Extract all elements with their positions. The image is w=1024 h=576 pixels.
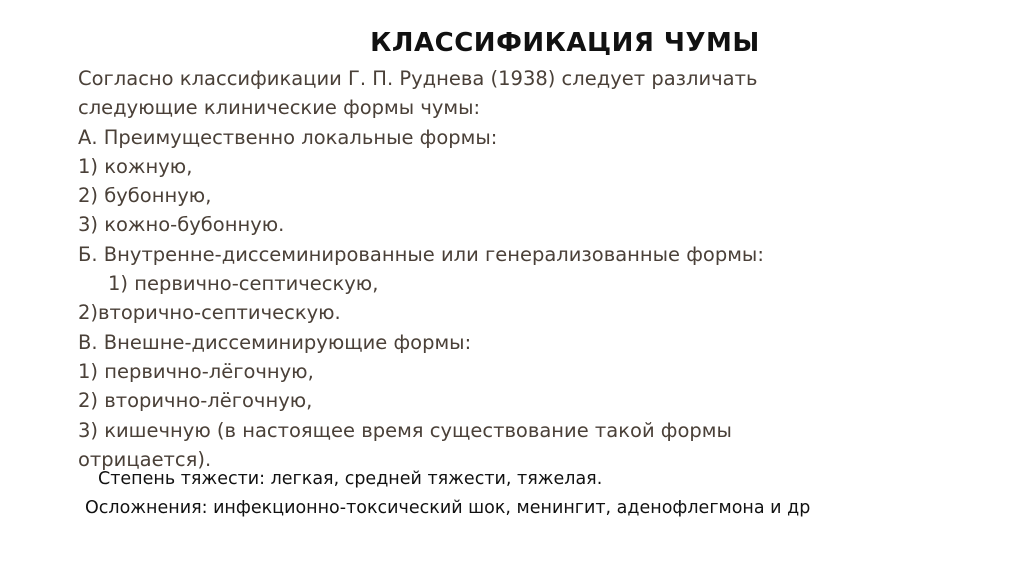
group-a-item-3: 3) кожно-бубонную. <box>78 213 285 237</box>
complications-note: Осложнения: инфекционно-токсический шок, менингит, аденофлегмона и др <box>85 498 811 518</box>
group-a-heading: А. Преимущественно локальные формы: <box>78 125 498 149</box>
group-b-item-2: 2)вторично-септическую. <box>78 301 341 325</box>
intro-line-2: следующие клинические формы чумы: <box>78 96 481 120</box>
group-c-item-3-continued: отрицается). <box>78 447 212 471</box>
group-a-item-2: 2) бубонную, <box>78 184 212 208</box>
slide-title: КЛАССИФИКАЦИЯ ЧУМЫ <box>370 28 760 58</box>
intro-line-1: Согласно классификации Г. П. Руднева (1938) следует различать <box>78 67 758 90</box>
severity-note: Степень тяжести: легкая, средней тяжести, тяжелая. <box>98 469 603 489</box>
group-c-item-3: 3) кишечную (в настоящее время существование такой формы <box>78 418 732 442</box>
footer-notes <box>82 466 962 522</box>
group-b-item-1: 1) первично-септическую, <box>108 272 379 296</box>
group-b-heading: Б. Внутренне-диссеминированные или генерализованные формы: <box>78 242 764 266</box>
classification-text <box>78 64 958 474</box>
group-c-item-1: 1) первично-лёгочную, <box>78 359 314 383</box>
group-c-heading: В. Внешне-диссеминирующие формы: <box>78 330 472 354</box>
group-a-item-1: 1) кожную, <box>78 154 193 178</box>
group-c-item-2: 2) вторично-лёгочную, <box>78 389 313 413</box>
